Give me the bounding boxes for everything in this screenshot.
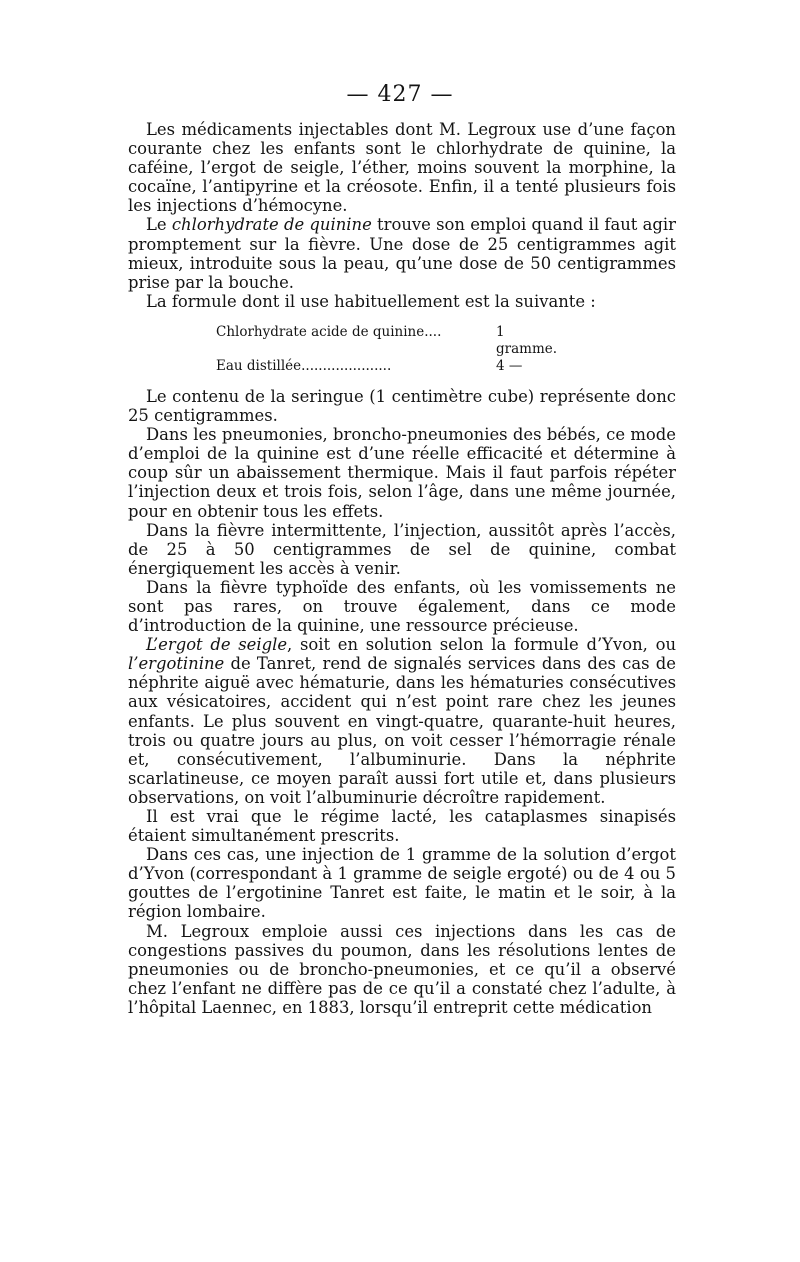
paragraph-quinine: Le chlorhydrate de quinine trouve son emploi quand il faut agir promptement sur la fièvre. Une dose de 25 centigrammes agit mieux, introduite sous la peau, qu’une dose de 50 centigrammes prise par la bouche. [128, 215, 676, 292]
formula-table [216, 324, 566, 375]
page-number: — 427 — [346, 82, 454, 107]
body-text [128, 120, 676, 1017]
formula-quantity: 4 — [496, 357, 523, 374]
paragraph-pneumonia: Dans les pneumonies, broncho-pneumonies des bébés, ce mode d’emploi de la quinine est d’une réelle efficacité et détermine à coup sûr un abaissement thermique. Mais il faut parfois répéter l’injection deux et trois fois, selon l’âge, dans une même journée, pour en obtenir tous les effets. [128, 425, 676, 521]
paragraph-lung-congestion: M. Legroux emploie aussi ces injections dans les cas de congestions passives du poumon, dans les résolutions lentes de pneumonies ou de broncho-pneumonies, et ce qu’il a observé chez l’enfant ne diffère pas de ce qu’il a constaté chez l’adulte, à l’hôpital Laennec, en 1883, lorsqu’il entreprit cette médication [128, 921, 676, 1017]
term-ergot-de-seigle: L’ergot de seigle [146, 635, 288, 655]
formula-ingredient: Eau distillée..................... [216, 357, 392, 374]
paragraph-intermittent-fever: Dans la fièvre intermittente, l’injection, aussitôt après l’accès, de 25 à 50 centigrammes de sel de quinine, combat énergiquement les accès à venir. [128, 520, 676, 578]
formula-quantity: 1 gramme. [496, 323, 558, 357]
paragraph-ergot: L’ergot de seigle, soit en solution selon la formule d’Yvon, ou l’ergotinine de Tanret, rend de signalés services dans des cas de néphrite aiguë avec hématurie, dans les hématuries consécutives aux vésicatoires, accident qui n’est point rare chez les jeunes enfants. Le plus souvent en vingt-quatre, quarante-huit heures, trois ou quatre jours au plus, on voit cesser l’hémorragie rénale et, consécutivement, l’albuminurie. Dans la néphrite scarlatineuse, ce moyen paraît aussi fort utile et, dans plusieurs observations, on voit l’albuminurie décroître rapidement. [128, 635, 676, 807]
formula-row [216, 324, 566, 358]
paragraph-typhoid: Dans la fièvre typhoïde des enfants, où les vomissements ne sont pas rares, on trouve également, dans ce mode d’introduction de la quinine, une ressource précieuse. [128, 577, 676, 636]
paragraph-ergot-dose: Dans ces cas, une injection de 1 gramme de la solution d’ergot d’Yvon (correspondant à 1 gramme de seigle ergoté) ou de 4 ou 5 gouttes de l’ergotinine Tanret est faite, le matin et le soir, à la région lombaire. [128, 845, 676, 922]
term-ergotinine: l’ergotinine [128, 654, 225, 674]
paragraph-injectable-drugs: Les médicaments injectables dont M. Legroux use d’une façon courante chez les enfants sont le chlorhydrate de quinine, la caféine, l’ergot de seigle, l’éther, moins souvent la morphine, la cocaïne, l’antipyrine et la créosote. Enfin, il a tenté plusieurs fois les injections d’hémocyne. [128, 120, 676, 216]
paragraph-syringe-content: Le contenu de la seringue (1 centimètre cube) représente donc 25 centigrammes. [128, 386, 676, 426]
paragraph-milk-diet: Il est vrai que le régime lacté, les cataplasmes sinapisés étaient simultanément prescrits. [128, 807, 676, 846]
formula-ingredient: Chlorhydrate acide de quinine.... [216, 323, 442, 340]
paragraph-formula-intro: La formule dont il use habituellement est la suivante : [146, 291, 596, 311]
term-chlorhydrate-quinine: chlorhydrate de quinine [171, 215, 372, 235]
formula-row [216, 358, 566, 375]
